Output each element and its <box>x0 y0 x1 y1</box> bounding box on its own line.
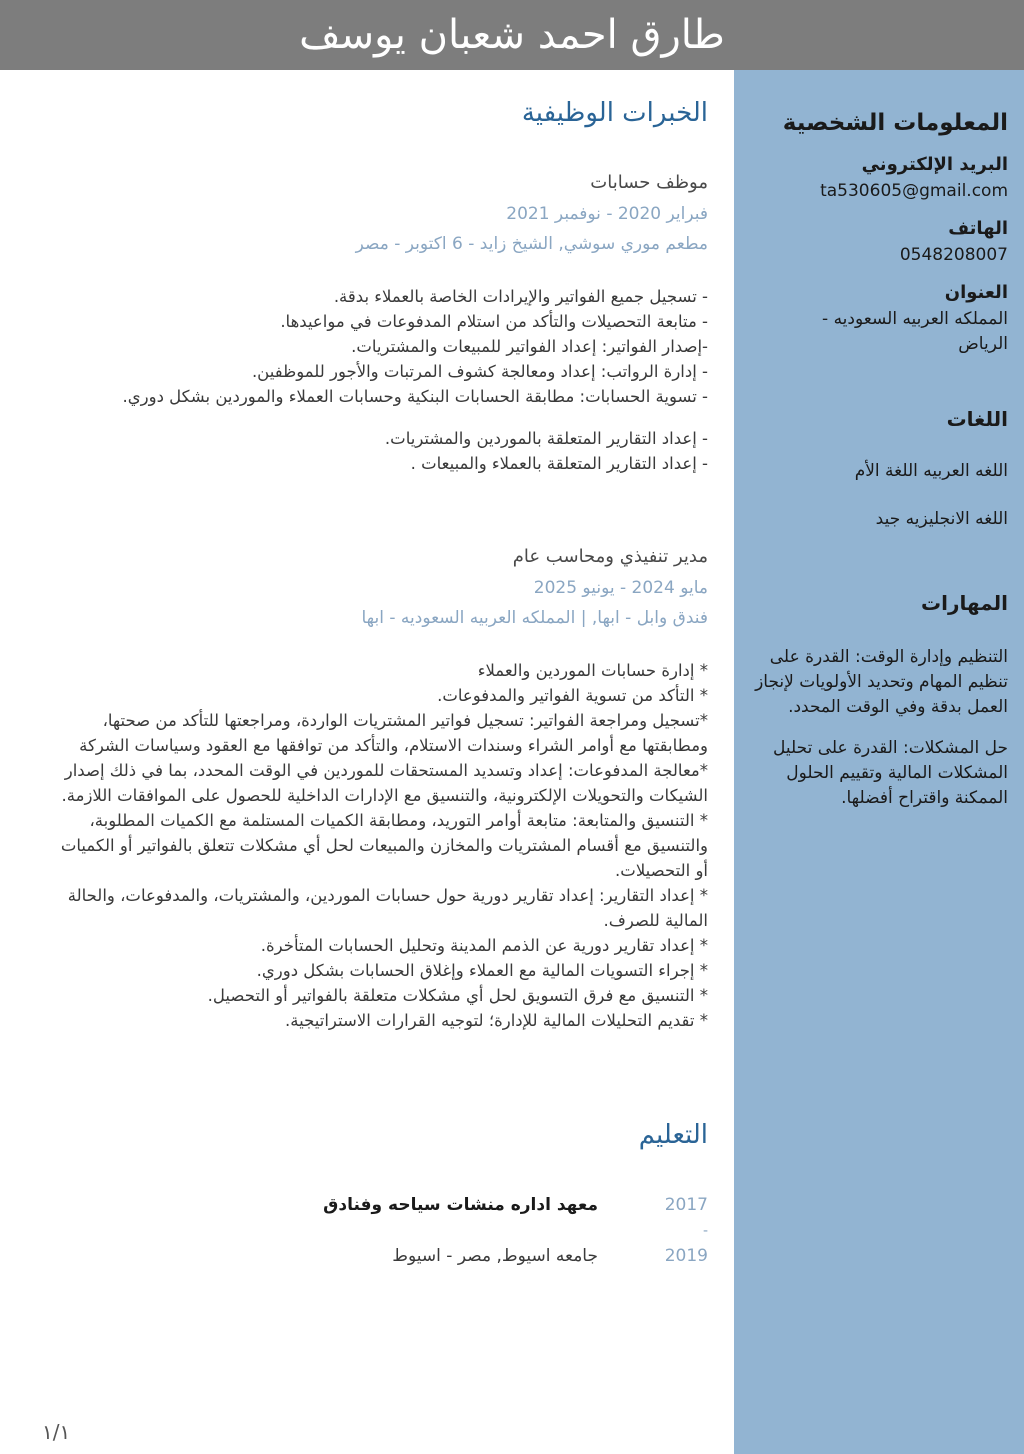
address-line-1: المملكه العربيه السعوديه - <box>822 309 1008 329</box>
edu-year-end: 2019 <box>664 1246 708 1266</box>
main-column <box>18 70 708 1454</box>
skill-item: التنظيم وإدارة الوقت: القدرة على تنظيم المهام وتحديد الأولويات لإنجاز العمل بدقة وفي الوقت المحدد. <box>755 647 1008 717</box>
language-item: اللغه العربيه اللغة الأم <box>854 461 1008 481</box>
email-value[interactable]: ta530605@gmail.com <box>820 181 1008 201</box>
job-title: مدير تنفيذي ومحاسب عام <box>512 546 708 567</box>
email-label: البريد الإلكتروني <box>861 154 1008 175</box>
language-item: اللغه الانجليزيه جيد <box>875 509 1008 529</box>
address-line-2: الرياض <box>958 334 1008 354</box>
job-duties <box>48 284 708 476</box>
edu-location: جامعه اسيوط, مصر - اسيوط <box>392 1246 598 1266</box>
duty-item: -إصدار الفواتير: إعداد الفواتير للمبيعات والمشتريات. <box>351 337 708 356</box>
experience-title: الخبرات الوظيفية <box>521 98 708 128</box>
job-place: فندق وابل - ابها, | المملكه العربيه السعوديه - ابها <box>361 608 708 628</box>
duty-item: * إعداد التقارير: إعداد تقارير دورية حول حسابات الموردين، والمشتريات، والمدفوعات، والحالة المالية للصرف. <box>67 886 708 930</box>
duty-item: *تسجيل ومراجعة الفواتير: تسجيل فواتير المشتريات الواردة، ومراجعتها للتأكد من صحتها، ومطابقتها مع أوامر الشراء وسندات الاستلام، والتأكد من توافقها مع العقود وسياسات الشركة <box>79 711 708 755</box>
duty-item: * التأكد من تسوية الفواتير والمدفوعات. <box>437 686 708 705</box>
edu-year-dash: - <box>702 1223 708 1239</box>
job-title: موظف حسابات <box>590 172 708 193</box>
job-place: مطعم موري سوشي, الشيخ زايد - 6 اكتوبر - مصر <box>355 234 708 254</box>
candidate-name: طارق احمد شعبان يوسف <box>299 12 725 58</box>
phone-label: الهاتف <box>948 218 1008 239</box>
duty-item: - تسجيل جميع الفواتير والإيرادات الخاصة بالعملاء بدقة. <box>333 287 708 306</box>
personal-info-title: المعلومات الشخصية <box>782 110 1008 136</box>
edu-year-start: 2017 <box>664 1195 708 1215</box>
job-duties <box>48 658 708 1033</box>
duty-item: - تسوية الحسابات: مطابقة الحسابات البنكية وحسابات العملاء والموردين بشكل دوري. <box>122 387 708 406</box>
duty-item: - إعداد التقارير المتعلقة بالعملاء والمبيعات . <box>410 454 708 473</box>
education-title: التعليم <box>638 1120 708 1150</box>
duty-spacer <box>48 409 708 426</box>
duty-item: * التنسيق والمتابعة: متابعة أوامر التوريد، ومطابقة الكميات المستلمة مع الكميات المطلوبة، والتنسيق مع أقسام المشتريات والمخازن والمبيعات لحل أي مشكلات تتعلق بالفواتير أو الكميات أو التحصيلات. <box>60 811 708 880</box>
duty-item: *معالجة المدفوعات: إعداد وتسديد المستحقات للموردين في الوقت المحدد، بما في ذلك إصدار الشيكات والتحويلات الإلكترونية، والتنسيق مع الإدارات الداخلية للحصول على الموافقات اللازمة. <box>61 761 708 805</box>
duty-item: - إعداد التقارير المتعلقة بالموردين والمشتريات. <box>384 429 708 448</box>
duty-item: - متابعة التحصيلات والتأكد من استلام المدفوعات في مواعيدها. <box>280 312 708 331</box>
skill-item: حل المشكلات: القدرة على تحليل المشكلات المالية وتقييم الحلول الممكنة واقتراح أفضلها. <box>773 738 1008 808</box>
duty-item: * إدارة حسابات الموردين والعملاء <box>477 661 708 680</box>
duty-item: - إدارة الرواتب: إعداد ومعالجة كشوف المرتبات والأجور للموظفين. <box>251 362 708 381</box>
job-dates: مايو 2024 - يونيو 2025 <box>533 578 708 598</box>
page-number: ١/١ <box>42 1420 71 1444</box>
duty-item: * إعداد تقارير دورية عن الذمم المدينة وتحليل الحسابات المتأخرة. <box>260 936 708 955</box>
edu-institution: معهد اداره منشات سياحه وفنادق <box>323 1195 598 1215</box>
languages-title: اللغات <box>946 407 1008 431</box>
sidebar <box>734 70 1024 1454</box>
duty-item: * إجراء التسويات المالية مع العملاء وإغلاق الحسابات بشكل دوري. <box>256 961 708 980</box>
phone-value: 0548208007 <box>899 245 1008 265</box>
header-bar <box>0 0 1024 70</box>
address-label: العنوان <box>944 282 1008 303</box>
job-dates: فبراير 2020 - نوفمبر 2021 <box>506 204 708 224</box>
duty-item: * التنسيق مع فرق التسويق لحل أي مشكلات متعلقة بالفواتير أو التحصيل. <box>207 986 708 1005</box>
skills-title: المهارات <box>921 591 1008 615</box>
duty-item: * تقديم التحليلات المالية للإدارة؛ لتوجيه القرارات الاستراتيجية. <box>285 1011 708 1030</box>
